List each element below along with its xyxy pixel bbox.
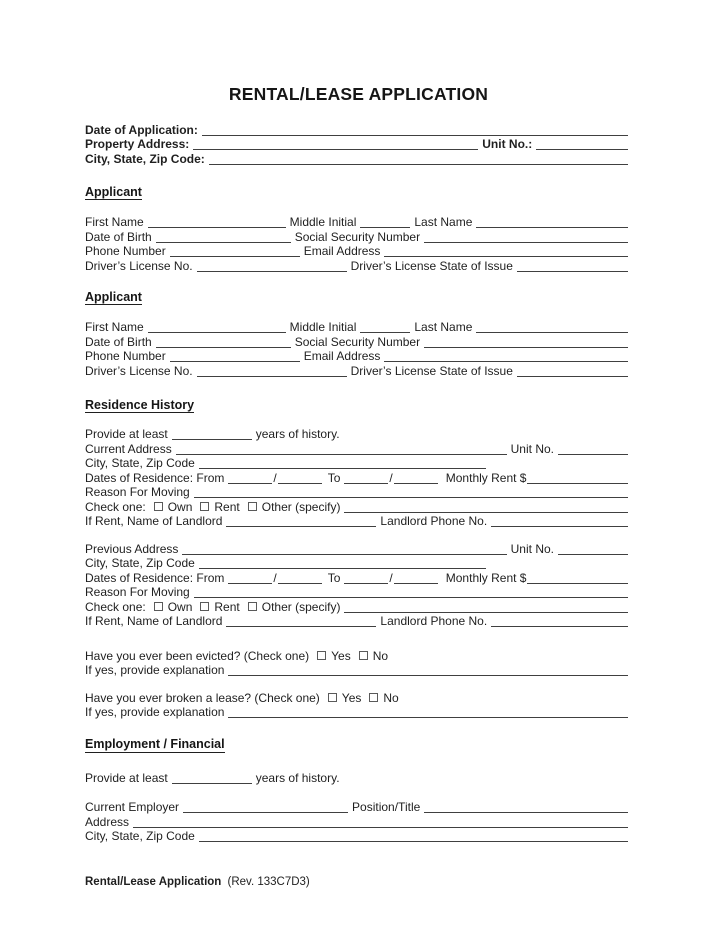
applicant2-middle-initial-line[interactable] xyxy=(360,322,410,333)
current-dates-row xyxy=(85,470,632,485)
previous-residence-block xyxy=(85,541,632,628)
landlord-phone-label: Landlord Phone No. xyxy=(380,614,488,628)
reason-for-moving-label: Reason For Moving xyxy=(85,585,190,599)
other-specify-label: Other (specify) xyxy=(261,499,341,514)
applicant1-license-row xyxy=(85,258,632,273)
city-state-zip-label: City, State, Zip Code xyxy=(85,829,195,843)
property-address-line[interactable] xyxy=(193,139,478,150)
last-name-label: Last Name xyxy=(414,320,473,334)
previous-from-year-line[interactable] xyxy=(278,573,322,584)
property-address-label: Property Address: xyxy=(85,137,190,151)
employer-city-row xyxy=(85,829,632,844)
dl-state-label: Driver’s License State of Issue xyxy=(350,363,513,378)
rent-checkbox-icon[interactable] xyxy=(200,502,209,511)
rent-label: Rent xyxy=(214,599,240,614)
previous-dates-row xyxy=(85,570,632,585)
previous-address-label: Previous Address xyxy=(85,541,179,556)
current-city-row xyxy=(85,456,632,471)
monthly-rent-label: Monthly Rent $ xyxy=(445,570,527,585)
landlord-name-label: If Rent, Name of Landlord xyxy=(85,514,223,528)
rent-checkbox-icon[interactable] xyxy=(200,602,209,611)
current-other-specify-line[interactable] xyxy=(344,502,628,513)
rent-label: Rent xyxy=(214,499,240,514)
to-label: To xyxy=(327,570,341,585)
own-checkbox-icon[interactable] xyxy=(154,602,163,611)
applicant2-section xyxy=(85,288,632,378)
provide-at-least-label: Provide at least xyxy=(85,770,168,785)
page-footer xyxy=(85,875,310,889)
applicant1-phone-line[interactable] xyxy=(170,246,300,257)
monthly-rent-label: Monthly Rent $ xyxy=(445,470,527,485)
landlord-phone-label: Landlord Phone No. xyxy=(380,514,488,528)
applicant1-heading: Applicant xyxy=(85,184,142,199)
current-address-line[interactable] xyxy=(176,444,507,455)
ssn-label: Social Security Number xyxy=(294,334,421,349)
ssn-label: Social Security Number xyxy=(294,229,421,244)
current-city-line[interactable] xyxy=(199,458,486,469)
explanation-label: If yes, provide explanation xyxy=(85,705,225,719)
previous-check-one-row xyxy=(85,599,632,614)
other-checkbox-icon[interactable] xyxy=(248,602,257,611)
position-title-label: Position/Title xyxy=(352,800,421,814)
applicant2-ssn-line[interactable] xyxy=(424,337,628,348)
current-residence-block xyxy=(85,427,632,529)
evicted-explanation-line[interactable] xyxy=(228,665,628,676)
residence-history-section xyxy=(85,396,632,720)
evicted-question-row xyxy=(85,648,632,663)
yes-label: Yes xyxy=(341,690,362,705)
current-employer-label: Current Employer xyxy=(85,800,180,814)
city-state-zip-line[interactable] xyxy=(209,154,628,165)
previous-monthly-rent-line[interactable] xyxy=(527,573,628,584)
dob-label: Date of Birth xyxy=(85,229,152,244)
current-landlord-phone-line[interactable] xyxy=(491,516,628,527)
applicant2-dl-state-line[interactable] xyxy=(517,366,628,377)
provide-at-least-label: Provide at least xyxy=(85,427,168,441)
years-of-history-line[interactable] xyxy=(172,429,252,440)
previous-reason-row xyxy=(85,585,632,600)
email-label: Email Address xyxy=(303,244,381,258)
other-specify-label: Other (specify) xyxy=(261,599,341,614)
last-name-label: Last Name xyxy=(414,215,473,229)
employer-block xyxy=(85,800,632,844)
header-section xyxy=(85,122,632,166)
applicant1-section xyxy=(85,183,632,273)
years-of-history-label: years of history. xyxy=(255,427,340,441)
footer-revision: (Rev. 133C7D3) xyxy=(227,876,310,888)
previous-landlord-name-line[interactable] xyxy=(226,616,376,627)
applicant2-heading: Applicant xyxy=(85,289,142,304)
applicant1-ssn-line[interactable] xyxy=(424,232,628,243)
current-landlord-name-line[interactable] xyxy=(226,516,376,527)
check-one-label: Check one: xyxy=(85,499,146,514)
no-label: No xyxy=(372,648,389,663)
broken-lease-no-checkbox-icon[interactable] xyxy=(369,693,378,702)
previous-city-line[interactable] xyxy=(199,558,486,569)
applicant1-dl-no-line[interactable] xyxy=(197,261,347,272)
broken-lease-yes-checkbox-icon[interactable] xyxy=(328,693,337,702)
dob-label: Date of Birth xyxy=(85,334,152,349)
slash: / xyxy=(273,570,277,585)
own-label: Own xyxy=(167,499,193,514)
previous-other-specify-line[interactable] xyxy=(344,602,628,613)
slash: / xyxy=(389,570,393,585)
date-of-application-row xyxy=(85,122,632,137)
dl-no-label: Driver’s License No. xyxy=(85,363,193,378)
applicant1-first-name-line[interactable] xyxy=(148,217,286,228)
current-address-row xyxy=(85,441,632,456)
own-label: Own xyxy=(167,599,193,614)
previous-reason-line[interactable] xyxy=(194,587,628,598)
phone-label: Phone Number xyxy=(85,349,166,363)
current-employer-row xyxy=(85,800,632,815)
previous-unit-no-line[interactable] xyxy=(558,544,628,555)
previous-address-line[interactable] xyxy=(182,544,506,555)
dates-of-residence-label: Dates of Residence: From xyxy=(85,470,225,485)
employment-financial-heading: Employment / Financial xyxy=(85,737,225,751)
applicant1-email-line[interactable] xyxy=(384,246,628,257)
unit-no-line[interactable] xyxy=(536,139,628,150)
applicant2-last-name-line[interactable] xyxy=(476,322,628,333)
city-state-zip-label: City, State, Zip Code xyxy=(85,456,195,470)
applicant2-dob-row xyxy=(85,334,632,349)
applicant2-name-row xyxy=(85,320,632,335)
previous-from-month-line[interactable] xyxy=(228,573,272,584)
address-label: Address xyxy=(85,814,130,829)
applicant2-dl-no-line[interactable] xyxy=(197,366,347,377)
explanation-label: If yes, provide explanation xyxy=(85,663,225,677)
evicted-question-block xyxy=(85,648,632,677)
position-title-line[interactable] xyxy=(424,802,628,813)
residence-history-heading: Residence History xyxy=(85,397,195,412)
city-state-zip-label: City, State, Zip Code: xyxy=(85,151,205,166)
to-label: To xyxy=(327,470,341,485)
applicant1-dob-line[interactable] xyxy=(156,232,291,243)
evicted-question-label: Have you ever been evicted? (Check one) xyxy=(85,648,310,663)
footer-title: Rental/Lease Application xyxy=(85,876,222,888)
employment-years-line[interactable] xyxy=(172,773,252,784)
page-title: RENTAL/LEASE APPLICATION xyxy=(228,84,489,104)
date-of-application-label: Date of Application: xyxy=(85,122,198,137)
applicant1-dl-state-line[interactable] xyxy=(517,261,628,272)
city-state-zip-label: City, State, Zip Code xyxy=(85,556,195,570)
current-to-year-line[interactable] xyxy=(394,473,438,484)
evicted-yes-checkbox-icon[interactable] xyxy=(317,651,326,660)
current-landlord-row xyxy=(85,514,632,529)
applicant1-phone-row xyxy=(85,244,632,259)
middle-initial-label: Middle Initial xyxy=(289,215,357,229)
slash: / xyxy=(273,470,277,485)
dates-of-residence-label: Dates of Residence: From xyxy=(85,570,225,585)
broken-lease-explanation-row xyxy=(85,705,632,720)
applicant1-middle-initial-line[interactable] xyxy=(360,217,410,228)
residence-provide-row xyxy=(85,427,632,442)
applicant1-dob-row xyxy=(85,229,632,244)
email-label: Email Address xyxy=(303,349,381,363)
unit-no-label: Unit No.: xyxy=(482,137,533,151)
current-monthly-rent-line[interactable] xyxy=(527,473,628,484)
current-reason-row xyxy=(85,485,632,500)
applicant2-phone-line[interactable] xyxy=(170,351,300,362)
city-state-zip-row xyxy=(85,151,632,166)
property-address-row xyxy=(85,137,632,152)
previous-landlord-row xyxy=(85,614,632,629)
phone-label: Phone Number xyxy=(85,244,166,258)
current-reason-line[interactable] xyxy=(194,487,628,498)
broken-lease-question-row xyxy=(85,690,632,705)
previous-city-row xyxy=(85,556,632,571)
employment-financial-section xyxy=(85,735,632,843)
employer-address-row xyxy=(85,814,632,829)
check-one-label: Check one: xyxy=(85,599,146,614)
applicant1-last-name-line[interactable] xyxy=(476,217,628,228)
years-of-history-label: years of history. xyxy=(255,770,340,785)
date-of-application-line[interactable] xyxy=(202,125,628,136)
evicted-no-checkbox-icon[interactable] xyxy=(359,651,368,660)
current-from-month-line[interactable] xyxy=(228,473,272,484)
current-unit-no-line[interactable] xyxy=(558,444,628,455)
applicant2-email-line[interactable] xyxy=(384,351,628,362)
previous-to-month-line[interactable] xyxy=(344,573,388,584)
applicant1-name-row xyxy=(85,215,632,230)
dl-state-label: Driver’s License State of Issue xyxy=(350,258,513,273)
reason-for-moving-label: Reason For Moving xyxy=(85,485,190,499)
applicant2-dob-line[interactable] xyxy=(156,337,291,348)
current-check-one-row xyxy=(85,499,632,514)
no-label: No xyxy=(383,690,399,705)
applicant2-phone-row xyxy=(85,349,632,364)
unit-no-label: Unit No. xyxy=(510,441,554,456)
current-to-month-line[interactable] xyxy=(344,473,388,484)
own-checkbox-icon[interactable] xyxy=(154,502,163,511)
broken-lease-question-label: Have you ever broken a lease? (Check one) xyxy=(85,690,320,705)
yes-label: Yes xyxy=(331,648,351,663)
other-checkbox-icon[interactable] xyxy=(248,502,257,511)
employer-city-line[interactable] xyxy=(199,831,628,842)
applicant2-first-name-line[interactable] xyxy=(148,322,286,333)
current-employer-line[interactable] xyxy=(183,802,348,813)
unit-no-label: Unit No. xyxy=(510,541,554,556)
current-address-label: Current Address xyxy=(85,441,172,456)
applicant2-license-row xyxy=(85,363,632,378)
employment-provide-row xyxy=(85,770,632,785)
previous-address-row xyxy=(85,541,632,556)
broken-lease-explanation-line[interactable] xyxy=(228,707,628,718)
broken-lease-question-block xyxy=(85,690,632,719)
employer-address-line[interactable] xyxy=(133,817,628,828)
previous-to-year-line[interactable] xyxy=(394,573,438,584)
current-from-year-line[interactable] xyxy=(278,473,322,484)
dl-no-label: Driver’s License No. xyxy=(85,258,193,273)
first-name-label: First Name xyxy=(85,320,144,334)
first-name-label: First Name xyxy=(85,215,144,229)
previous-landlord-phone-line[interactable] xyxy=(491,616,628,627)
evicted-explanation-row xyxy=(85,663,632,678)
slash: / xyxy=(389,470,393,485)
middle-initial-label: Middle Initial xyxy=(289,320,357,334)
landlord-name-label: If Rent, Name of Landlord xyxy=(85,614,223,628)
